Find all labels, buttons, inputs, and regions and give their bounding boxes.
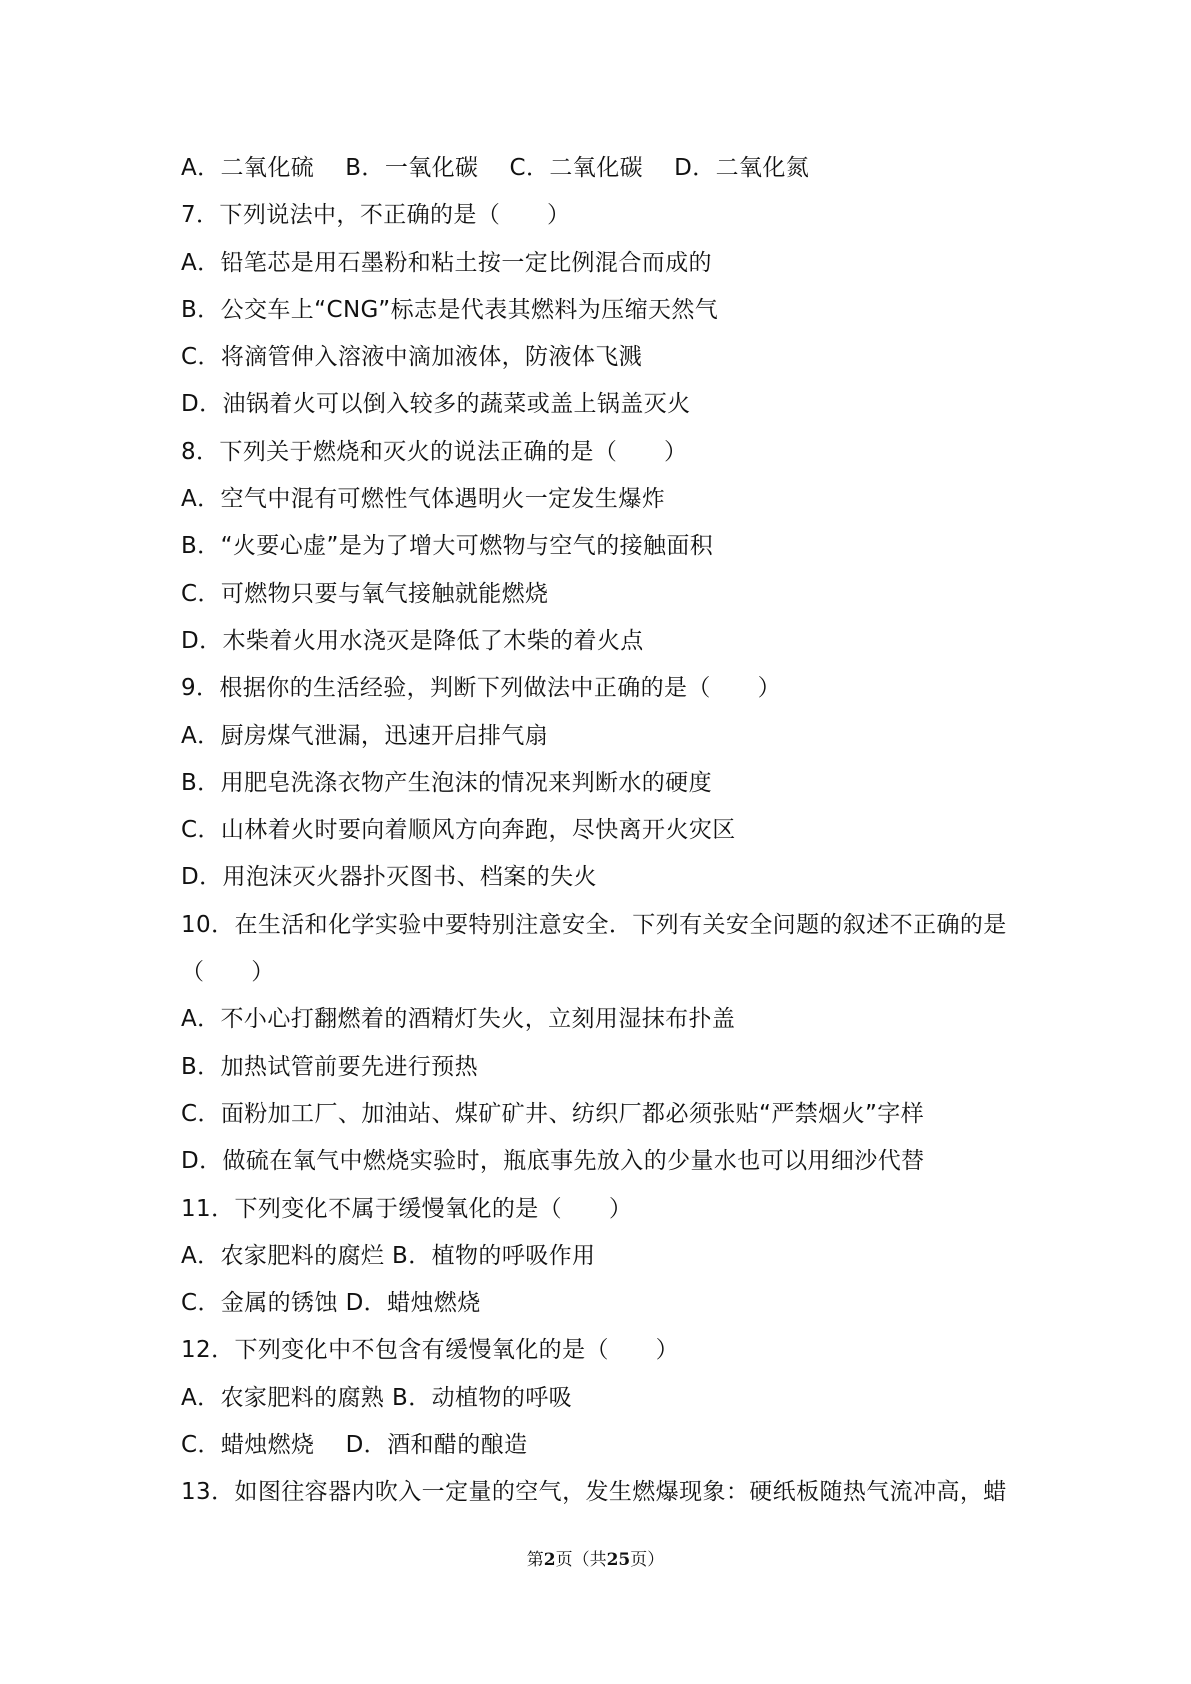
option-7d: D．油锅着火可以倒入较多的蔬菜或盖上锅盖灭火 <box>181 391 691 418</box>
question-8: 8．下列关于燃烧和灭火的说法正确的是（ ） <box>181 438 688 465</box>
footer-total-pages: 25 <box>606 1550 631 1570</box>
question-11: 11．下列变化不属于缓慢氧化的是（ ） <box>181 1195 633 1222</box>
option-9d: D．用泡沫灭火器扑灭图书、档案的失火 <box>181 864 597 891</box>
page-footer <box>0 1545 1191 1570</box>
option-10c: C．面粉加工厂、加油站、煤矿矿井、纺织厂都必须张贴“严禁烟火”字样 <box>181 1100 925 1127</box>
option-7c: C．将滴管伸入溶液中滴加液体，防液体飞溅 <box>181 344 643 371</box>
option-8b: B．“火要心虚”是为了增大可燃物与空气的接触面积 <box>181 533 714 560</box>
question-13: 13．如图往容器内吹入一定量的空气，发生燃爆现象：硬纸板随热气流冲高，蜡 <box>181 1479 1007 1506</box>
footer-middle: 页（共 <box>555 1550 607 1570</box>
option-9c: C．山林着火时要向着顺风方向奔跑，尽快离开火灾区 <box>181 817 736 844</box>
footer-suffix: 页） <box>630 1550 665 1570</box>
options-12ab: A．农家肥料的腐熟 B．动植物的呼吸 <box>181 1384 573 1411</box>
option-9a: A．厨房煤气泄漏，迅速开启排气扇 <box>181 722 549 749</box>
option-10d: D．做硫在氧气中燃烧实验时，瓶底事先放入的少量水也可以用细沙代替 <box>181 1148 925 1175</box>
option-8d: D．木柴着火用水浇灭是降低了木柴的着火点 <box>181 627 644 654</box>
question-9: 9．根据你的生活经验，判断下列做法中正确的是（ ） <box>181 675 782 702</box>
question-7: 7．下列说法中，不正确的是（ ） <box>181 202 571 229</box>
option-7b: B．公交车上“CNG”标志是代表其燃料为压缩天然气 <box>181 296 719 323</box>
option-10b: B．加热试管前要先进行预热 <box>181 1053 478 1080</box>
footer-page-number: 2 <box>543 1550 556 1570</box>
options-11cd: C．金属的锈蚀 D．蜡烛燃烧 <box>181 1290 481 1317</box>
option-7a: A．铅笔芯是用石墨粉和粘土按一定比例混合而成的 <box>181 249 712 276</box>
question-10-bracket: （ ） <box>181 959 275 986</box>
question-12: 12．下列变化中不包含有缓慢氧化的是（ ） <box>181 1337 680 1364</box>
option-8c: C．可燃物只要与氧气接触就能燃烧 <box>181 580 549 607</box>
option-10a: A．不小心打翻燃着的酒精灯失火，立刻用湿抹布扑盖 <box>181 1006 736 1033</box>
question-10: 10．在生活和化学实验中要特别注意安全．下列有关安全问题的叙述不正确的是 <box>181 911 1007 938</box>
options-12cd: C．蜡烛燃烧 D．酒和醋的酿造 <box>181 1432 528 1459</box>
option-9b: B．用肥皂洗涤衣物产生泡沫的情况来判断水的硬度 <box>181 769 712 796</box>
option-8a: A．空气中混有可燃性气体遇明火一定发生爆炸 <box>181 486 666 513</box>
page-content <box>181 145 1041 1517</box>
options-q6: A．二氧化硫 B．一氧化碳 C．二氧化碳 D．二氧化氮 <box>181 155 810 181</box>
options-11ab: A．农家肥料的腐烂 B．植物的呼吸作用 <box>181 1242 596 1269</box>
footer-prefix: 第 <box>526 1550 544 1570</box>
